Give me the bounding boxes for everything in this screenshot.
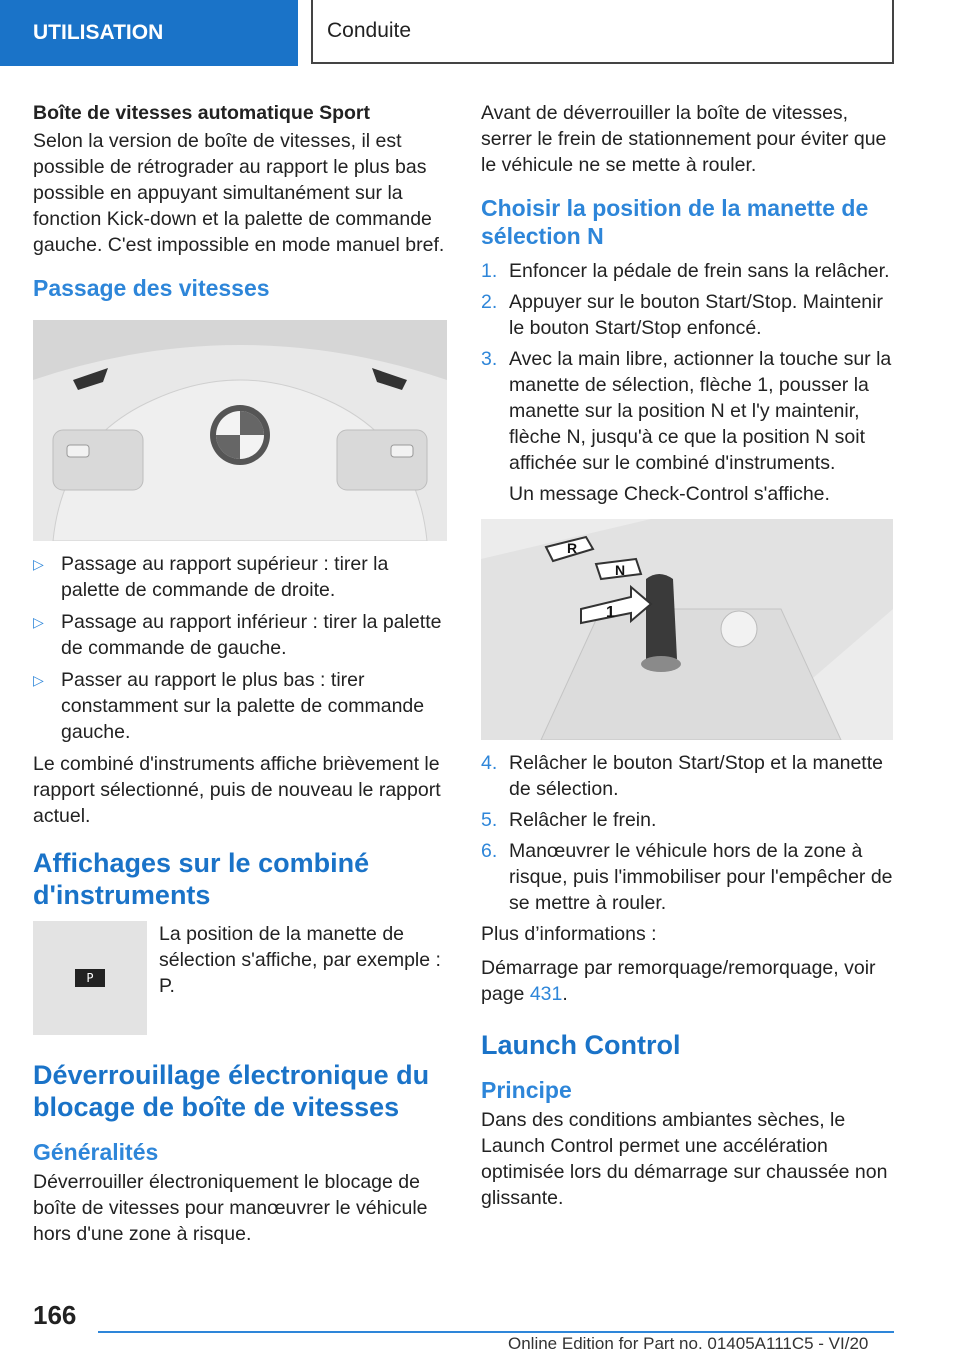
choose-title: Choisir la position de la manette de sélection N xyxy=(481,195,869,249)
more-info-text: Plus d’informations : xyxy=(481,923,657,945)
display-title: Affichages sur le combiné d'instruments xyxy=(33,848,370,910)
intro-text: Avant de déverrouiller la boîte de vitesses, serrer le frein de stationnement pour éviter que le véhicule ne se mette à rouler. xyxy=(481,102,887,176)
gear-display-figure xyxy=(33,921,147,1035)
arrow-label-n: N xyxy=(615,562,626,578)
list-item: ▷ Passage au rapport supérieur : tirer la palette de commande de droite. xyxy=(33,553,389,601)
gear-indicator: P xyxy=(75,969,105,987)
chapter-title: Conduite xyxy=(311,0,894,64)
list-item: ▷ Passage au rapport inférieur : tirer la palette de commande de gauche. xyxy=(33,611,442,659)
section-tab: UTILISATION xyxy=(0,0,298,66)
steps-list-b xyxy=(481,750,893,916)
launch-title: Launch Control xyxy=(481,1030,681,1060)
triangle-bullet-icon: ▷ xyxy=(33,672,44,688)
display-row xyxy=(33,921,447,1035)
arrow-label-1: 1 xyxy=(606,604,615,621)
general-text: Déverrouiller électroniquement le blocage de boîte de vitesses pour manœuvrer le véhicule hors d'une zone à risque. xyxy=(33,1171,428,1245)
page-reference-link[interactable]: 431 xyxy=(529,983,563,1005)
list-item: ▷ Passer au rapport le plus bas : tirer constamment sur la palette de commande gauche. xyxy=(33,669,425,743)
list-item: 6. Manœuvrer le véhicule hors de la zone à risque, puis l'immobiliser pour l'empêcher de se mettre à rouler. xyxy=(481,840,893,914)
unlock-title: Déverrouillage électronique du blocage de boîte de vitesses xyxy=(33,1060,430,1122)
shifting-bullets xyxy=(33,551,447,745)
gear-selector-illustration xyxy=(481,519,893,740)
triangle-bullet-icon: ▷ xyxy=(33,614,44,630)
list-item: 5. Relâcher le frein. xyxy=(481,809,657,831)
combined-text: Le combiné d'instruments affiche brièvement le rapport sélectionné, puis de nouveau le rapport actuel. xyxy=(33,753,441,827)
general-title: Généralités xyxy=(33,1139,159,1165)
steering-wheel-figure xyxy=(33,320,447,541)
page-number: 166 xyxy=(33,1300,77,1330)
sport-text: Selon la version de boîte de vitesses, il est possible de rétrograder au rapport le plus bas possible en appuyant simultanément sur la fonction Kick-down et la palette de commande gauche. C'est impossible en mode manuel bref. xyxy=(33,130,445,256)
principle-text: Dans des conditions ambiantes sèches, le Launch Control permet une accélération optimisée lors du démarrage sur chaussée non glissante. xyxy=(481,1109,888,1209)
footer-divider xyxy=(98,1331,894,1333)
principle-title: Principe xyxy=(481,1077,572,1103)
steering-wheel-illustration xyxy=(33,320,447,541)
list-item: 4. Relâcher le bouton Start/Stop et la manette de sélection. xyxy=(481,752,883,800)
gear-selector-figure xyxy=(481,519,893,740)
display-text: La position de la manette de sélection s'affiche, par exemple : P. xyxy=(159,923,441,997)
steps-list-a xyxy=(481,258,893,476)
list-item: 3. Avec la main libre, actionner la touche sur la manette de sélection, flèche 1, pousser la manette sur la position N et l'y maintenir, flèche N, jusqu'à ce que la position N soit affichée sur le combiné d'instruments. xyxy=(481,348,892,474)
list-item: 2. Appuyer sur le bouton Start/Stop. Maintenir le bouton Start/Stop enfoncé. xyxy=(481,291,883,339)
shifting-title: Passage des vitesses xyxy=(33,275,270,301)
left-column xyxy=(33,100,447,1255)
arrow-label-r: R xyxy=(567,540,578,556)
sport-title: Boîte de vitesses automatique Sport xyxy=(33,102,370,124)
check-control-text: Un message Check-Control s'affiche. xyxy=(509,483,830,505)
right-column xyxy=(481,100,893,1219)
triangle-bullet-icon: ▷ xyxy=(33,556,44,572)
reference-text: Démarrage par remorquage/remorquage, voir page 431. xyxy=(481,957,876,1005)
edition-text: Online Edition for Part no. 01405A111C5 - VI/20 xyxy=(508,1334,869,1353)
list-item: 1. Enfoncer la pédale de frein sans la relâcher. xyxy=(481,260,890,282)
